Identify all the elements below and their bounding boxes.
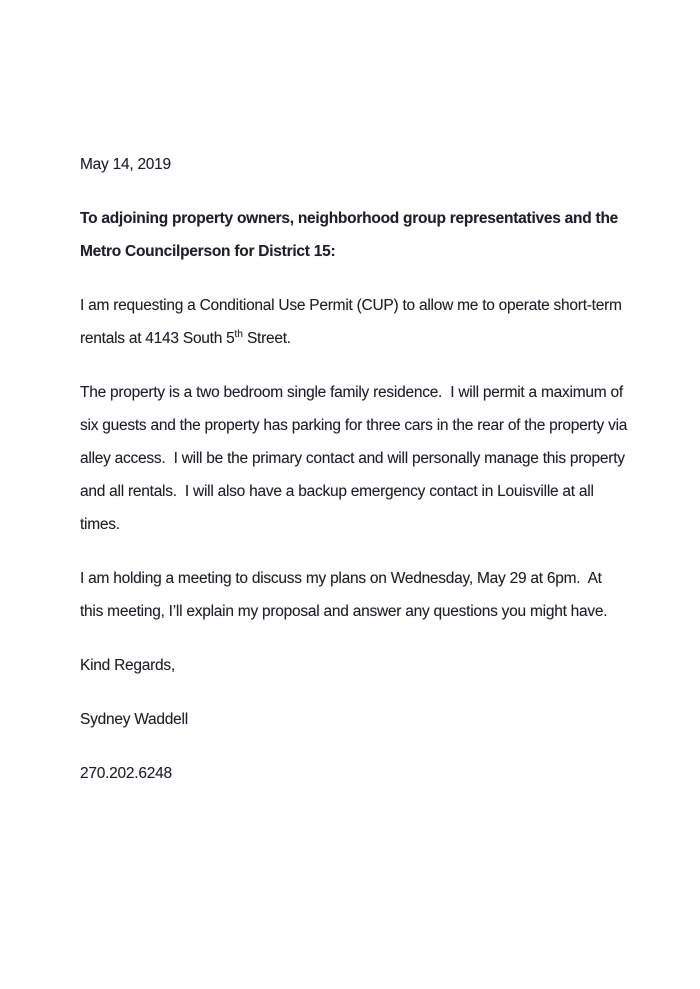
letter-signature-phone: 270.202.6248 xyxy=(80,765,172,782)
letter-closing: Kind Regards, xyxy=(80,657,175,674)
ordinal-superscript: th xyxy=(234,328,243,340)
letter-salutation: To adjoining property owners, neighborhood group representatives and the Metro Councilperson for District 15: xyxy=(80,210,623,260)
letter-paragraph-property-details: The property is a two bedroom single family residence. I will permit a maximum of six guests and the property has parking for three cars in the rear of the property via alley access. I will be the primary contact and will personally manage this property and all rentals. I will also have a backup emergency contact in Louisville at all times. xyxy=(80,384,632,533)
letter-date: May 14, 2019 xyxy=(80,156,171,173)
request-text-before-superscript: I am requesting a Conditional Use Permit (CUP) to allow me to operate short-term rentals at 4143 South 5 xyxy=(80,297,626,347)
letter-signature-name: Sydney Waddell xyxy=(80,711,188,728)
letter-paragraph-request xyxy=(80,289,628,355)
letter-paragraph-meeting: I am holding a meeting to discuss my plans on Wednesday, May 29 at 6pm. At this meeting, I’ll explain my proposal and answer any questions you might have. xyxy=(80,570,608,620)
request-text-after-superscript: Street. xyxy=(242,330,291,347)
